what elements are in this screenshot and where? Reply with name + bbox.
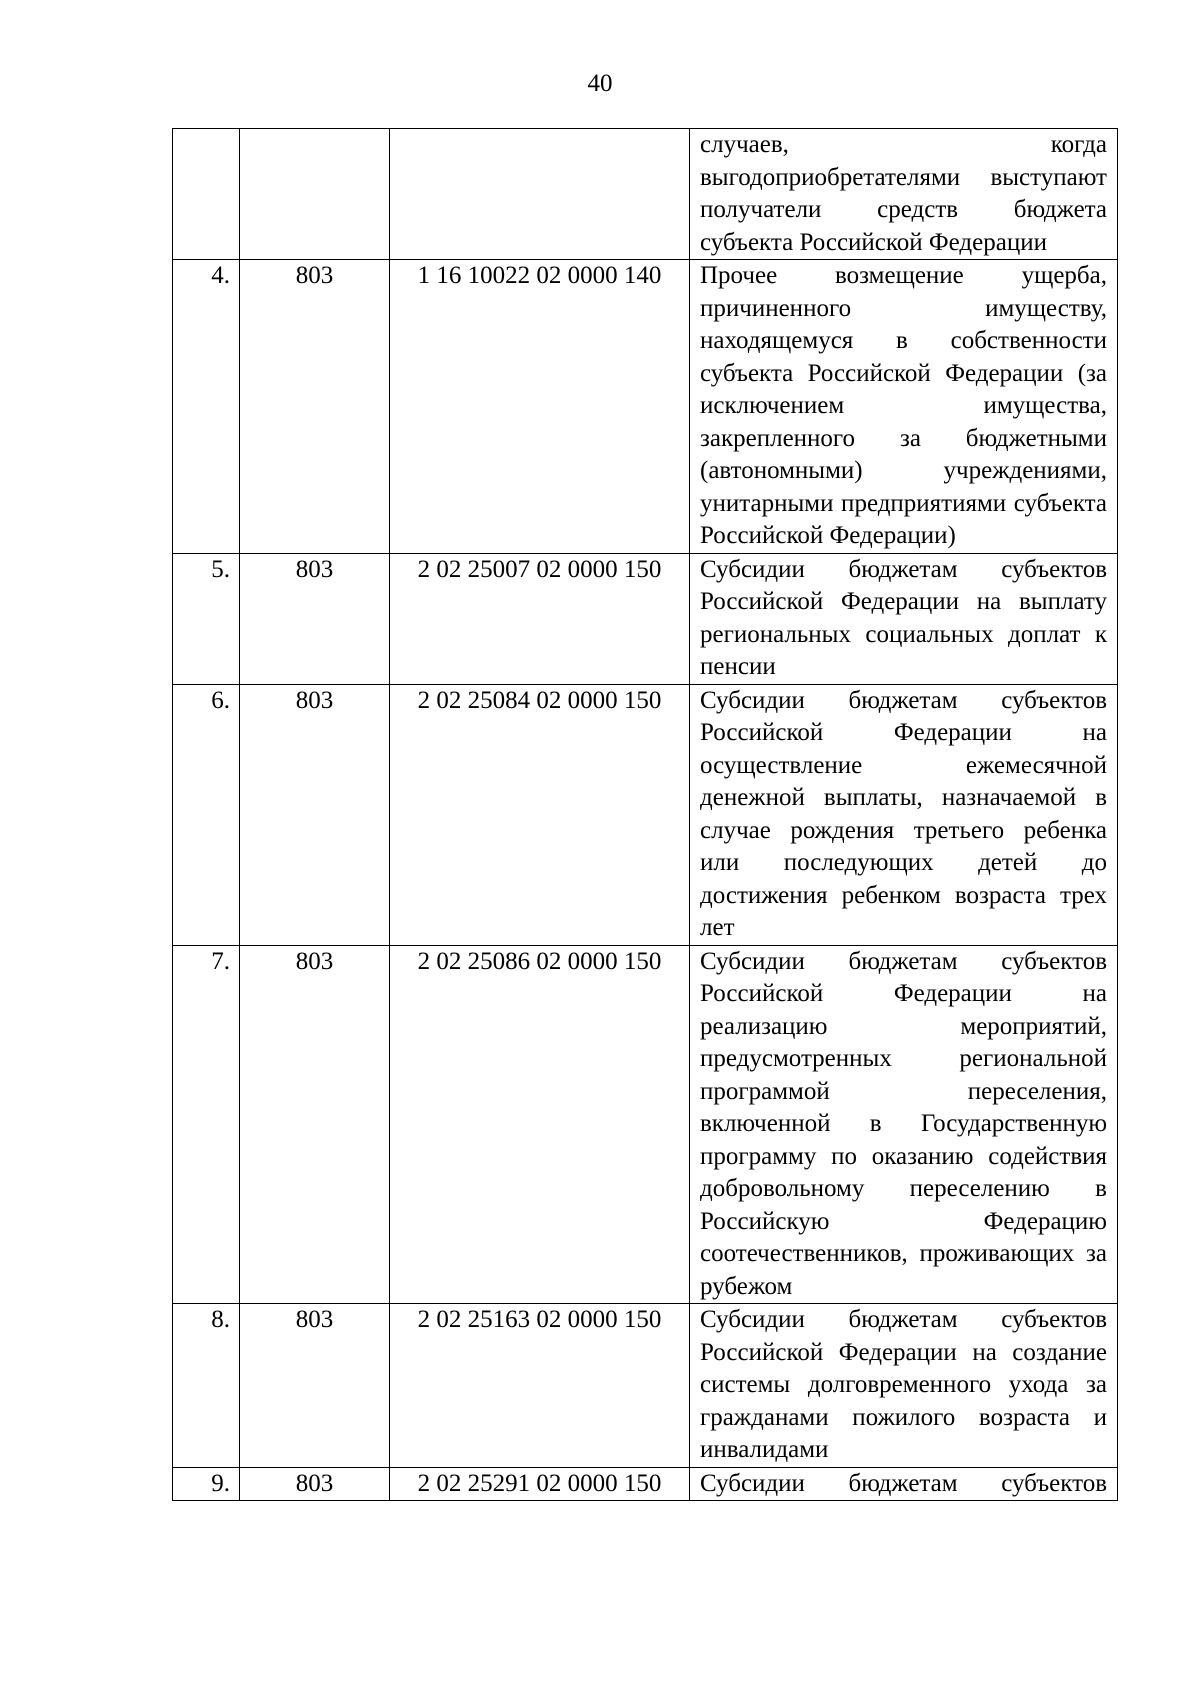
table-row bbox=[173, 1467, 1118, 1501]
revenue-name-cell: Субсидии бюджетам субъектов Российской Федерации на осуществление ежемесячной денежной выплаты, назначаемой в случае рождения третьего ребенка или последующих детей до достижения ребенком возраста трех лет bbox=[690, 684, 1118, 945]
budget-code-cell: 2 02 25163 02 0000 150 bbox=[390, 1304, 690, 1468]
revenue-name-cell: Прочее возмещение ущерба, причиненного имуществу, находящемуся в собственности субъекта Российской Федерации (за исключением имущества, закрепленного за бюджетными (автономными) учреждениями, унитарными предприятиями субъекта Российской Федерации) bbox=[690, 260, 1118, 554]
revenue-name-cell: Субсидии бюджетам субъектов bbox=[690, 1467, 1118, 1501]
row-number-cell: 6. bbox=[173, 684, 240, 945]
revenue-name-cell: случаев, когда выгодоприобретателями выступают получатели средств бюджета субъекта Российской Федерации bbox=[690, 129, 1118, 260]
admin-code-cell: 803 bbox=[240, 945, 390, 1304]
row-number-cell: 5. bbox=[173, 553, 240, 684]
budget-code-cell: 1 16 10022 02 0000 140 bbox=[390, 260, 690, 554]
table-row bbox=[173, 553, 1118, 684]
budget-code-cell: 2 02 25084 02 0000 150 bbox=[390, 684, 690, 945]
row-number-cell: 7. bbox=[173, 945, 240, 1304]
budget-code-cell: 2 02 25086 02 0000 150 bbox=[390, 945, 690, 1304]
admin-code-cell: 803 bbox=[240, 553, 390, 684]
admin-code-cell: 803 bbox=[240, 1467, 390, 1501]
table-row bbox=[173, 1304, 1118, 1468]
table-row bbox=[173, 260, 1118, 554]
row-number-cell: 4. bbox=[173, 260, 240, 554]
page-number: 40 bbox=[587, 70, 613, 97]
budget-codes-table bbox=[172, 128, 1118, 1501]
admin-code-cell: 803 bbox=[240, 1304, 390, 1468]
admin-code-cell bbox=[240, 129, 390, 260]
revenue-name-cell: Субсидии бюджетам субъектов Российской Федерации на реализацию мероприятий, предусмотренных региональной программой переселения, включенной в Государственную программу по оказанию содействия добровольному переселению в Российскую Федерацию соотечественников, проживающих за рубежом bbox=[690, 945, 1118, 1304]
table-row bbox=[173, 129, 1118, 260]
table-row bbox=[173, 945, 1118, 1304]
budget-code-cell: 2 02 25291 02 0000 150 bbox=[390, 1467, 690, 1501]
budget-code-cell: 2 02 25007 02 0000 150 bbox=[390, 553, 690, 684]
admin-code-cell: 803 bbox=[240, 260, 390, 554]
row-number-cell: 9. bbox=[173, 1467, 240, 1501]
row-number-cell bbox=[173, 129, 240, 260]
budget-code-cell bbox=[390, 129, 690, 260]
revenue-name-cell: Субсидии бюджетам субъектов Российской Федерации на создание системы долговременного ухода за гражданами пожилого возраста и инвалидами bbox=[690, 1304, 1118, 1468]
admin-code-cell: 803 bbox=[240, 684, 390, 945]
table-row bbox=[173, 684, 1118, 945]
revenue-name-cell: Субсидии бюджетам субъектов Российской Федерации на выплату региональных социальных доплат к пенсии bbox=[690, 553, 1118, 684]
row-number-cell: 8. bbox=[173, 1304, 240, 1468]
